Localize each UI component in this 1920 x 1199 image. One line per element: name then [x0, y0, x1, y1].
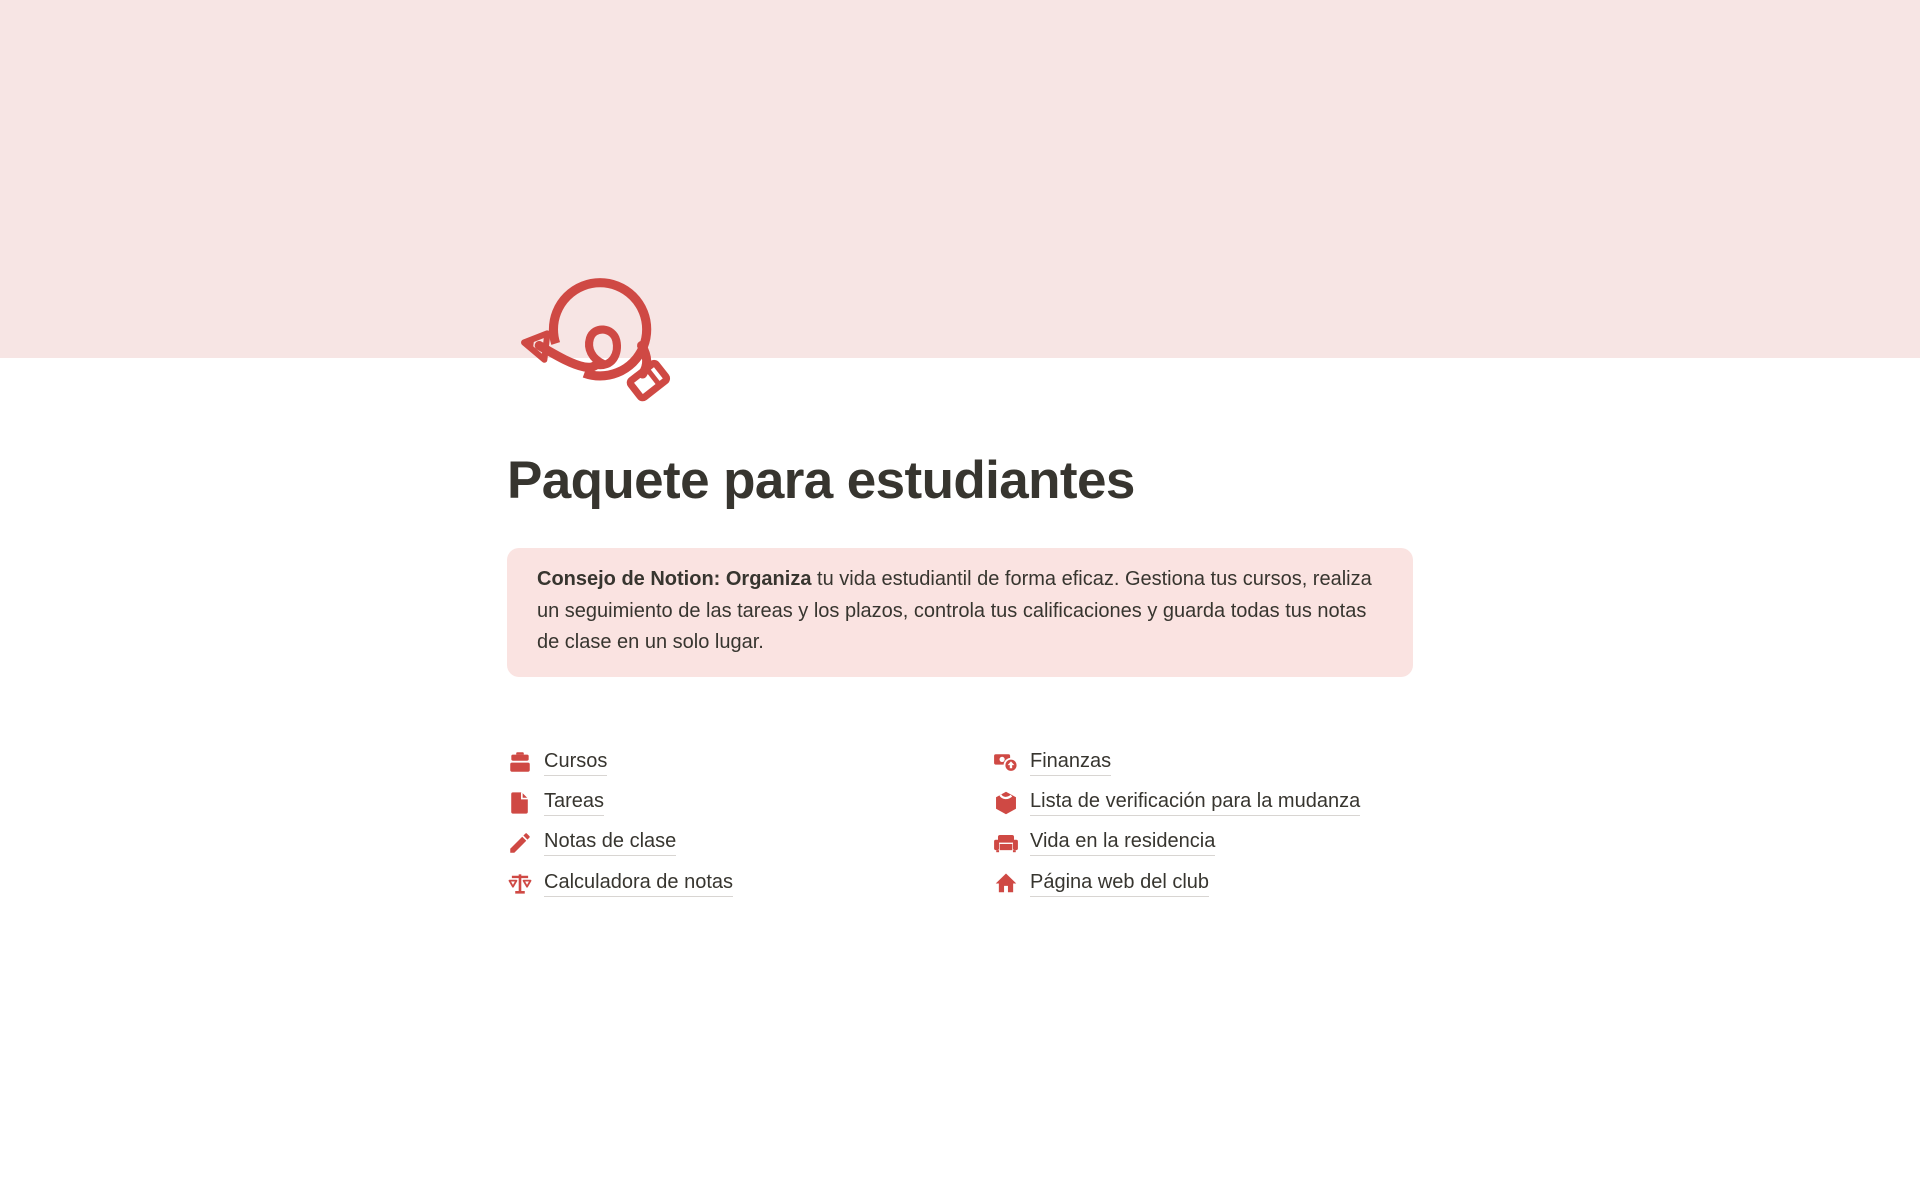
link-label: Tareas: [544, 789, 604, 816]
link-column-right: [993, 742, 1360, 904]
couch-icon: [993, 830, 1019, 856]
link-label: Cursos: [544, 749, 607, 776]
money-coin-icon: [993, 749, 1019, 775]
link-vida-en-la-residencia[interactable]: [993, 823, 1360, 863]
link-column-left: [507, 742, 733, 904]
pencil-icon: [507, 830, 533, 856]
link-label: Vida en la residencia: [1030, 829, 1215, 856]
link-cursos[interactable]: [507, 742, 733, 782]
backpack-icon: [507, 749, 533, 775]
package-box-icon: [993, 790, 1019, 816]
balance-scale-icon: [507, 870, 533, 896]
document-icon: [507, 790, 533, 816]
link-calculadora-de-notas[interactable]: [507, 863, 733, 903]
link-label: Página web del club: [1030, 870, 1209, 897]
link-label: Notas de clase: [544, 829, 676, 856]
page-cover[interactable]: [0, 0, 1920, 358]
callout-text: [537, 564, 1383, 659]
scribble-pencil-icon: [519, 278, 671, 406]
link-tareas[interactable]: [507, 782, 733, 822]
notion-tip-callout: [507, 548, 1413, 677]
link-label: Finanzas: [1030, 749, 1111, 776]
house-icon: [993, 870, 1019, 896]
link-pagina-web-del-club[interactable]: [993, 863, 1360, 903]
page-icon[interactable]: [519, 278, 671, 406]
link-lista-de-verificacion[interactable]: [993, 782, 1360, 822]
callout-rest-text: tu vida estudiantil de forma eficaz. Gestiona tus cursos, realiza un seguimiento de las tareas y los plazos, controla tus calificaciones y guarda todas tus notas de clase en un solo lugar.: [537, 568, 1372, 653]
link-label: Lista de verificación para la mudanza: [1030, 789, 1360, 816]
page-title: Paquete para estudiantes: [507, 451, 1135, 510]
callout-bold-text: Consejo de Notion: Organiza: [537, 568, 812, 590]
link-finanzas[interactable]: [993, 742, 1360, 782]
link-notas-de-clase[interactable]: [507, 823, 733, 863]
link-label: Calculadora de notas: [544, 870, 733, 897]
